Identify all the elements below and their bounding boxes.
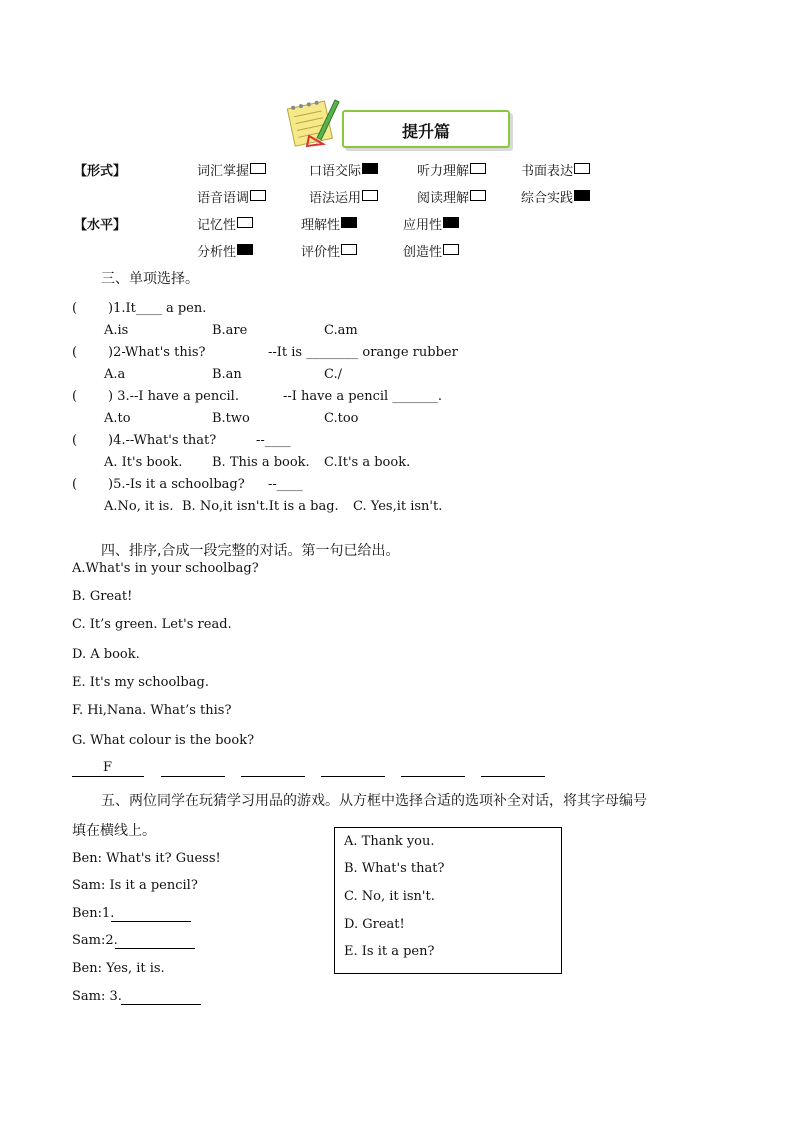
- s4-item-d: D. A book.: [72, 647, 140, 662]
- dialogue-line-6: Sam: 3.: [72, 989, 122, 1004]
- s4-item-f: F. Hi,Nana. What’s this?: [72, 703, 232, 718]
- q5-option-a[interactable]: A.No, it is.: [104, 499, 174, 514]
- level-option-4[interactable]: 分析性: [197, 241, 253, 260]
- order-blank-4[interactable]: [321, 775, 385, 777]
- form-option-2[interactable]: 口语交际: [309, 160, 378, 179]
- box-option-e: E. Is it a pen?: [344, 944, 435, 959]
- q2-paren: (: [72, 345, 78, 360]
- q2-option-a[interactable]: A.a: [104, 367, 126, 382]
- level-option-5[interactable]: 评价性: [301, 241, 357, 260]
- q1-paren: (: [72, 301, 78, 316]
- form-label: 【形式】: [74, 164, 127, 179]
- notepad-pencil-icon: [283, 96, 345, 150]
- q1-option-c[interactable]: C.am: [324, 323, 358, 338]
- s4-item-c: C. It’s green. Let's read.: [72, 617, 232, 632]
- form-option-4[interactable]: 书面表达: [521, 160, 590, 179]
- order-blank-5[interactable]: [401, 775, 465, 777]
- q2-reply: --It is ________ orange rubber: [268, 345, 458, 360]
- dialogue-line-5: Ben: Yes, it is.: [72, 961, 165, 976]
- q4-option-a[interactable]: A. It's book.: [104, 455, 183, 470]
- q5-option-b[interactable]: B. No,it isn't.It is a bag.: [182, 499, 339, 514]
- dialogue-line-4: Sam:2.: [72, 933, 118, 948]
- q2-stem: )2-What's this?: [108, 345, 206, 360]
- dialogue-blank-2[interactable]: [115, 947, 195, 949]
- section-banner: [342, 110, 510, 148]
- order-blank-3[interactable]: [241, 775, 305, 777]
- q4-option-c[interactable]: C.It's a book.: [324, 455, 411, 470]
- form-option-5[interactable]: 语音语调: [197, 187, 266, 206]
- dialogue-line-2: Sam: Is it a pencil?: [72, 878, 198, 893]
- q5-option-c[interactable]: C. Yes,it isn't.: [353, 499, 443, 514]
- q4-reply: --____: [256, 433, 291, 448]
- form-option-6[interactable]: 语法运用: [309, 187, 378, 206]
- box-option-a: A. Thank you.: [344, 834, 435, 849]
- s4-item-g: G. What colour is the book?: [72, 733, 255, 748]
- form-option-8[interactable]: 综合实践: [521, 187, 590, 206]
- order-given-answer: F: [103, 760, 113, 775]
- q2-option-c[interactable]: C./: [324, 367, 342, 382]
- level-option-1[interactable]: 记忆性: [197, 214, 253, 233]
- s4-item-b: B. Great!: [72, 589, 133, 604]
- q4-option-b[interactable]: B. This a book.: [212, 455, 310, 470]
- level-label: 【水平】: [74, 218, 127, 233]
- box-option-b: B. What's that?: [344, 861, 445, 876]
- section5-title-cont: 填在横线上。: [72, 823, 156, 839]
- q5-reply: --____: [268, 477, 303, 492]
- level-option-3[interactable]: 应用性: [403, 214, 459, 233]
- q5-stem: )5.-Is it a schoolbag?: [108, 477, 245, 492]
- section4-title: 四、排序,合成一段完整的对话。第一句已给出。: [101, 543, 400, 559]
- q3-stem: ) 3.--I have a pencil.: [108, 389, 239, 404]
- q3-paren: (: [72, 389, 78, 404]
- section5-title: 五、两位同学在玩猜学习用品的游戏。从方框中选择合适的选项补全对话，将其字母编号: [101, 793, 647, 809]
- order-blank-1[interactable]: [72, 775, 144, 777]
- q5-paren: (: [72, 477, 78, 492]
- dialogue-blank-1[interactable]: [111, 920, 191, 922]
- box-option-d: D. Great!: [344, 917, 405, 932]
- level-option-2[interactable]: 理解性: [301, 214, 357, 233]
- form-option-1[interactable]: 词汇掌握: [197, 160, 266, 179]
- dialogue-line-3: Ben:1.: [72, 906, 115, 921]
- box-option-c: C. No, it isn't.: [344, 889, 435, 904]
- banner-title: 提升篇: [401, 122, 450, 141]
- q4-paren: (: [72, 433, 78, 448]
- section3-title: 三、单项选择。: [101, 271, 199, 287]
- q3-option-c[interactable]: C.too: [324, 411, 359, 426]
- s4-item-e: E. It's my schoolbag.: [72, 675, 209, 690]
- q3-reply: --I have a pencil _______.: [283, 389, 442, 404]
- q1-stem: )1.It____ a pen.: [108, 301, 207, 316]
- q2-option-b[interactable]: B.an: [212, 367, 242, 382]
- q1-option-b[interactable]: B.are: [212, 323, 248, 338]
- form-option-7[interactable]: 阅读理解: [417, 187, 486, 206]
- form-option-3[interactable]: 听力理解: [417, 160, 486, 179]
- dialogue-line-1: Ben: What's it? Guess!: [72, 851, 221, 866]
- q3-option-a[interactable]: A.to: [104, 411, 131, 426]
- order-blank-2[interactable]: [161, 775, 225, 777]
- q1-option-a[interactable]: A.is: [104, 323, 129, 338]
- dialogue-blank-3[interactable]: [121, 1003, 201, 1005]
- level-option-6[interactable]: 创造性: [403, 241, 459, 260]
- s4-item-a: A.What's in your schoolbag?: [72, 561, 259, 576]
- q3-option-b[interactable]: B.two: [212, 411, 250, 426]
- order-blank-6[interactable]: [481, 775, 545, 777]
- q4-stem: )4.--What's that?: [108, 433, 217, 448]
